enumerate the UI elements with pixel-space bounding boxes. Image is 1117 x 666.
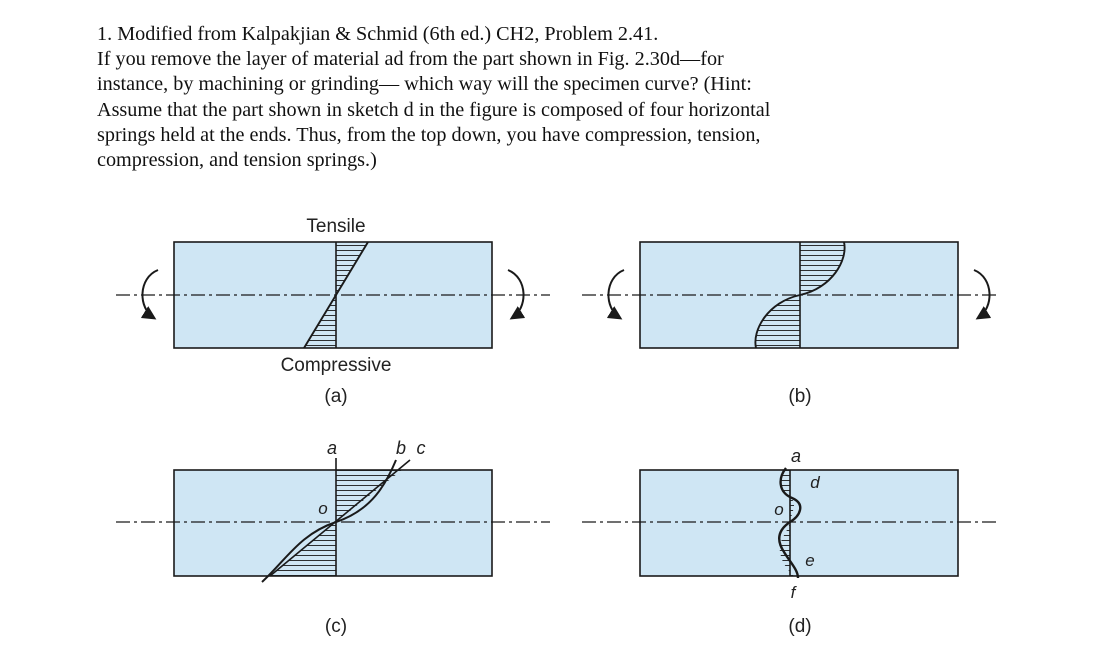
panel-d [582,446,1000,637]
point-f-label-d: f [790,583,796,602]
point-d-label-d: d [810,473,820,492]
point-a-label-d: a [790,446,802,466]
panel-b [582,242,1000,407]
point-b-label-c: b [395,438,407,458]
panel-c [116,438,550,637]
left-moment-arrow-b [608,270,624,318]
point-o-label-c: o [318,499,328,518]
caption-c: (c) [324,616,348,637]
problem-line-5: compression, and tension springs.) [97,149,377,172]
problem-line-4: springs held at the ends. Thus, from the top down, you have compression, tension, [97,123,761,146]
compressive-label: Compressive [280,355,392,376]
right-moment-arrow-a [508,270,524,318]
right-moment-arrow-b [974,270,990,318]
panel-a [116,216,550,407]
problem-line-3: Assume that the part shown in sketch d in the figure is composed of four horizontal [97,98,771,121]
problem-statement [97,22,1017,173]
caption-a: (a) [324,386,348,407]
problem-line-2: instance, by machining or grinding— which way will the specimen curve? (Hint: [97,73,752,96]
tensile-label: Tensile [306,216,366,237]
point-a-label-c: a [326,438,338,458]
left-moment-arrow-a [142,270,158,318]
problem-heading: 1. Modified from Kalpakjian & Schmid (6th ed.) CH2, Problem 2.41. [97,23,659,45]
caption-d: (d) [788,616,812,637]
point-c-label-c: c [416,438,426,458]
problem-line-1: If you remove the layer of material ad from the part shown in Fig. 2.30d—for [97,48,724,71]
stress-distribution-figure [110,208,1000,637]
specimen-d [640,470,958,576]
point-o-label-d: o [774,500,784,519]
point-e-label-d: e [805,551,815,570]
caption-b: (b) [788,386,812,407]
